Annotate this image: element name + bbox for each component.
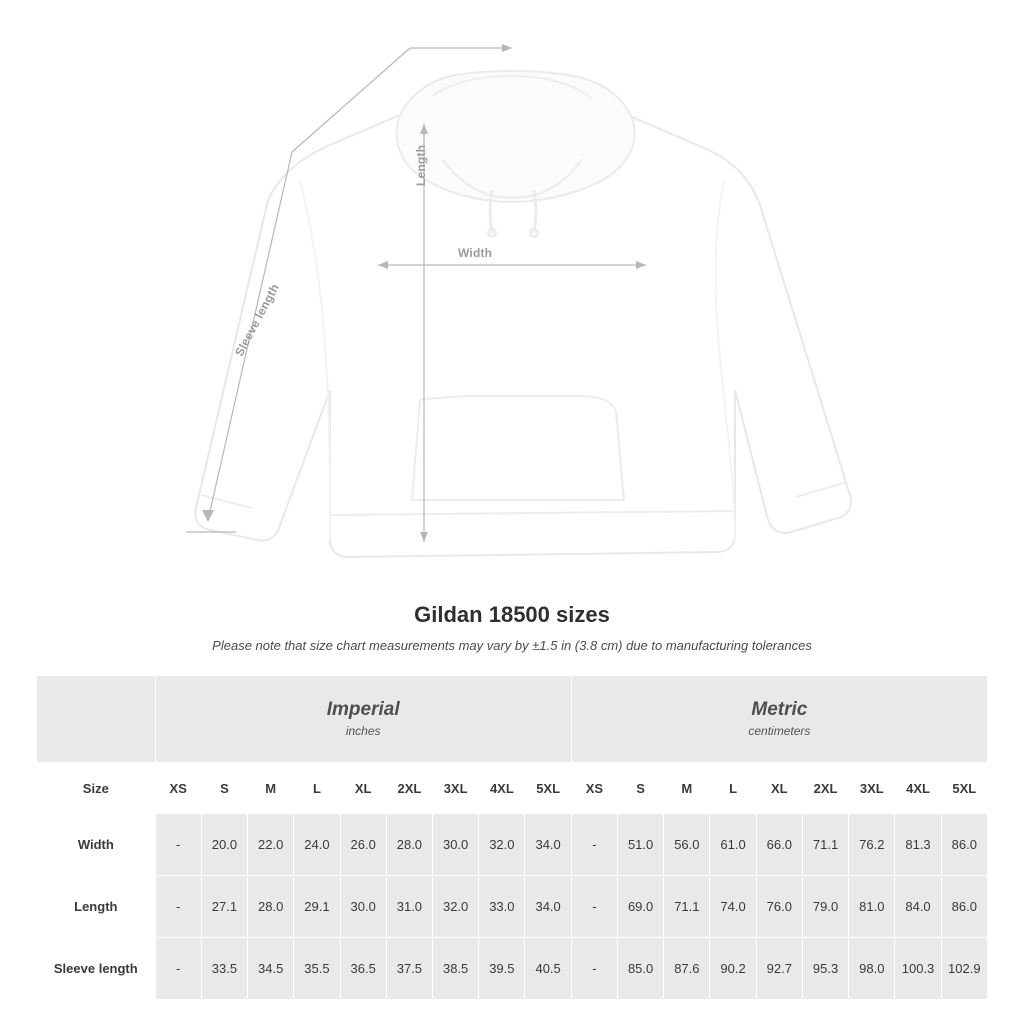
system-metric bbox=[571, 676, 987, 763]
length-imperial-3xl: 32.0 bbox=[433, 876, 479, 938]
length-imperial-2xl: 31.0 bbox=[386, 876, 432, 938]
width-metric-3xl: 76.2 bbox=[849, 814, 895, 876]
size-header-metric-4xl: 4XL bbox=[895, 763, 941, 814]
length-imperial-xs: - bbox=[155, 876, 201, 938]
system-imperial-name: Imperial bbox=[326, 698, 400, 720]
sleeve-imperial-5xl: 40.5 bbox=[525, 938, 571, 1000]
row-label-sleeve-length: Sleeve length bbox=[37, 938, 156, 1000]
sleeve-metric-xs: - bbox=[571, 938, 617, 1000]
size-header-imperial-s: S bbox=[201, 763, 247, 814]
system-imperial-unit: inches bbox=[345, 724, 381, 739]
system-header-row bbox=[37, 676, 988, 763]
hoodie-shape bbox=[195, 71, 851, 557]
size-header-imperial-m: M bbox=[248, 763, 294, 814]
width-metric-xl: 66.0 bbox=[756, 814, 802, 876]
system-metric-name: Metric bbox=[751, 698, 808, 720]
sleeve-imperial-xl: 36.5 bbox=[340, 938, 386, 1000]
sleeve-imperial-xs: - bbox=[155, 938, 201, 1000]
tolerance-note: Please note that size chart measurements may vary by ±1.5 in (3.8 cm) due to manufacturing tolerances bbox=[212, 638, 812, 653]
length-metric-s: 69.0 bbox=[618, 876, 664, 938]
table-row-length bbox=[37, 876, 988, 938]
size-header-imperial-3xl: 3XL bbox=[433, 763, 479, 814]
width-metric-s: 51.0 bbox=[618, 814, 664, 876]
sleeve-metric-m: 87.6 bbox=[664, 938, 710, 1000]
width-imperial-s: 20.0 bbox=[201, 814, 247, 876]
sleeve-length-label: Sleeve length bbox=[232, 281, 282, 359]
width-metric-l: 61.0 bbox=[710, 814, 756, 876]
length-metric-4xl: 84.0 bbox=[895, 876, 941, 938]
size-header-imperial-xs: XS bbox=[155, 763, 201, 814]
length-metric-xl: 76.0 bbox=[756, 876, 802, 938]
table-row-sleeve-length bbox=[37, 938, 988, 1000]
sleeve-imperial-s: 33.5 bbox=[201, 938, 247, 1000]
length-metric-2xl: 79.0 bbox=[802, 876, 848, 938]
size-header-metric-m: M bbox=[664, 763, 710, 814]
system-imperial bbox=[155, 676, 571, 763]
sleeve-imperial-m: 34.5 bbox=[248, 938, 294, 1000]
page-title: Gildan 18500 sizes bbox=[414, 602, 610, 627]
length-imperial-s: 27.1 bbox=[201, 876, 247, 938]
size-table-wrap bbox=[36, 675, 988, 1000]
sleeve-metric-s: 85.0 bbox=[618, 938, 664, 1000]
size-header-row bbox=[37, 763, 988, 814]
size-header-metric-5xl: 5XL bbox=[941, 763, 987, 814]
length-metric-l: 74.0 bbox=[710, 876, 756, 938]
sleeve-metric-3xl: 98.0 bbox=[849, 938, 895, 1000]
title-block bbox=[0, 602, 1024, 653]
sleeve-metric-xl: 92.7 bbox=[756, 938, 802, 1000]
width-imperial-xl: 26.0 bbox=[340, 814, 386, 876]
length-imperial-m: 28.0 bbox=[248, 876, 294, 938]
length-metric-5xl: 86.0 bbox=[941, 876, 987, 938]
length-metric-m: 71.1 bbox=[664, 876, 710, 938]
length-imperial-xl: 30.0 bbox=[340, 876, 386, 938]
size-header-metric-xl: XL bbox=[756, 763, 802, 814]
width-label: Width bbox=[458, 246, 493, 260]
length-label: Length bbox=[414, 144, 428, 186]
table-row-width bbox=[37, 814, 988, 876]
sleeve-imperial-4xl: 39.5 bbox=[479, 938, 525, 1000]
corner-cell bbox=[37, 676, 156, 763]
size-header-label: Size bbox=[37, 763, 156, 814]
width-imperial-xs: - bbox=[155, 814, 201, 876]
row-label-length: Length bbox=[37, 876, 156, 938]
length-imperial-4xl: 33.0 bbox=[479, 876, 525, 938]
size-header-imperial-4xl: 4XL bbox=[479, 763, 525, 814]
sleeve-imperial-l: 35.5 bbox=[294, 938, 340, 1000]
sleeve-imperial-3xl: 38.5 bbox=[433, 938, 479, 1000]
width-metric-xs: - bbox=[571, 814, 617, 876]
system-metric-unit: centimeters bbox=[748, 724, 811, 739]
size-header-metric-l: L bbox=[710, 763, 756, 814]
size-header-metric-xs: XS bbox=[571, 763, 617, 814]
sleeve-metric-l: 90.2 bbox=[710, 938, 756, 1000]
size-header-metric-3xl: 3XL bbox=[849, 763, 895, 814]
length-imperial-l: 29.1 bbox=[294, 876, 340, 938]
width-imperial-3xl: 30.0 bbox=[433, 814, 479, 876]
length-imperial-5xl: 34.0 bbox=[525, 876, 571, 938]
size-header-metric-2xl: 2XL bbox=[802, 763, 848, 814]
width-imperial-l: 24.0 bbox=[294, 814, 340, 876]
width-imperial-5xl: 34.0 bbox=[525, 814, 571, 876]
width-imperial-m: 22.0 bbox=[248, 814, 294, 876]
size-header-imperial-2xl: 2XL bbox=[386, 763, 432, 814]
sleeve-metric-4xl: 100.3 bbox=[895, 938, 941, 1000]
row-label-width: Width bbox=[37, 814, 156, 876]
sleeve-metric-5xl: 102.9 bbox=[941, 938, 987, 1000]
width-metric-m: 56.0 bbox=[664, 814, 710, 876]
length-metric-xs: - bbox=[571, 876, 617, 938]
width-imperial-4xl: 32.0 bbox=[479, 814, 525, 876]
size-header-imperial-xl: XL bbox=[340, 763, 386, 814]
size-table bbox=[36, 675, 988, 1000]
size-header-imperial-l: L bbox=[294, 763, 340, 814]
size-header-metric-s: S bbox=[618, 763, 664, 814]
width-imperial-2xl: 28.0 bbox=[386, 814, 432, 876]
length-metric-3xl: 81.0 bbox=[849, 876, 895, 938]
sleeve-metric-2xl: 95.3 bbox=[802, 938, 848, 1000]
width-metric-4xl: 81.3 bbox=[895, 814, 941, 876]
width-metric-5xl: 86.0 bbox=[941, 814, 987, 876]
width-metric-2xl: 71.1 bbox=[802, 814, 848, 876]
size-header-imperial-5xl: 5XL bbox=[525, 763, 571, 814]
sleeve-imperial-2xl: 37.5 bbox=[386, 938, 432, 1000]
